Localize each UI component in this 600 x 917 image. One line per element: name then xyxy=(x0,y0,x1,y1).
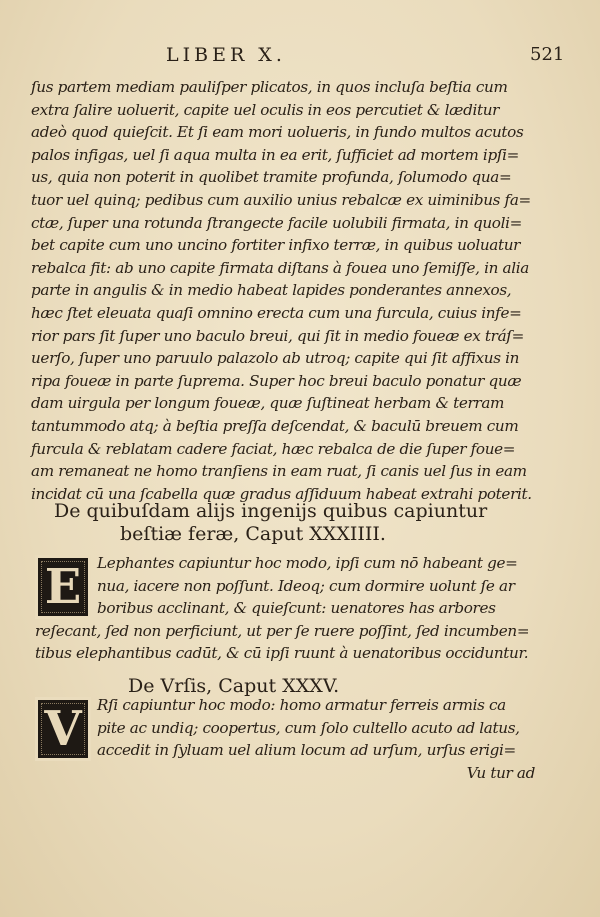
text-line: ripa foueæ in parte ſuprema. Super hoc breui baculo ponatur quæ xyxy=(31,371,522,390)
text-line: Rſi capiuntur hoc modo: homo armatur ferreis armis ca xyxy=(97,696,506,714)
text-line: tibus elephantibus cadūt, & cū ipſi ruunt à uenatoribus occiduntur. xyxy=(35,644,529,663)
elephant-paragraph xyxy=(35,552,555,665)
catchword: Vu tur ad xyxy=(466,763,535,782)
text-line: extra ſalire uoluerit, capite uel oculis in eos percutiet & læditur xyxy=(31,100,500,119)
text-line: accedit in ſyluam uel alium locum ad urſum, urſus erigi= xyxy=(97,741,516,760)
page-number: 521 xyxy=(530,44,565,65)
text-line: boribus acclinant, & quieſcunt: uenatores has arbores xyxy=(97,599,496,618)
text-line: adeò quod quieſcit. Et ſi eam mori uolueris, in fundo multos acutos xyxy=(31,123,524,142)
chapter-heading-34: De quibuſdam alijs ingenijs quibus capiuntur xyxy=(54,500,488,522)
initial-letter: V xyxy=(44,701,82,757)
text-line: rior pars ſit ſuper uno baculo breui, qui ſit in medio foueæ ex tráſ= xyxy=(31,326,524,345)
text-line: palos infigas, uel ſi aqua multa in ea erit, ſufficiet ad mortem ipſi= xyxy=(31,145,519,164)
initial-letter: E xyxy=(44,559,82,615)
running-title: LIBER X. xyxy=(166,44,286,66)
text-line: parte in angulis & in medio habeat lapides ponderantes annexos, xyxy=(31,281,512,300)
text-line: incidat cū una ſcabella quæ gradus aſſiduum habeat extrahi poterit. xyxy=(31,484,532,503)
text-line: ctæ, ſuper una rotunda ſtrangecte facile uolubili firmata, in quoli= xyxy=(31,213,522,232)
body-text xyxy=(31,76,561,505)
text-line: rebalca fit: ab uno capite firmata diſtans à fouea uno ſemiſſe, in alia xyxy=(31,258,529,277)
chapter-heading-35: De Vrſis, Caput XXXV. xyxy=(128,675,340,697)
text-line: furcula & reblatam cadere faciat, hæc rebalca de die ſuper foue= xyxy=(31,439,516,458)
text-line: us, quia non poterit in quolibet tramite profunda, ſolumodo qua= xyxy=(31,168,512,187)
text-line: tuor uel quinq; pedibus cum auxilio unius rebalcæ ex uiminibus fa= xyxy=(31,190,531,209)
bear-paragraph xyxy=(35,694,555,784)
text-line: ſus partem mediam pauliſper plicatos, in quos incluſa beſtia cum xyxy=(31,78,508,96)
text-line: am remaneat ne homo tranſiens in eam ruat, ſi canis uel ſus in eam xyxy=(31,462,527,481)
text-line: reſecant, ſed non perficiunt, ut per ſe ruere poſſint, ſed incumben= xyxy=(35,621,530,640)
text-line: tantummodo atq; à beſtia preſſa deſcendat, & baculū breuem cum xyxy=(31,416,519,435)
text-line: Lephantes capiuntur hoc modo, ipſi cum nō habeant ge= xyxy=(97,554,518,572)
text-line: hæc ſtet eleuata quaſi omnino erecta cum una furcula, cuius infe= xyxy=(31,303,522,322)
page-header xyxy=(0,44,600,70)
chapter-heading-34-line2: beſtiæ feræ, Caput XXXIIII. xyxy=(120,523,386,545)
text-line: pite ac undiq; coopertus, cum ſolo cultello acuto ad latus, xyxy=(97,718,520,737)
text-line: nua, iacere non poſſunt. Ideoq; cum dormire uolunt ſe ar xyxy=(97,576,515,595)
text-line: dam uirgula per longum foueæ, quæ ſuſtineat herbam & terram xyxy=(31,394,505,413)
text-line: uerſo, ſuper uno paruulo palazolo ab utroq; capite qui ſit affixus in xyxy=(31,349,520,368)
text-line: bet capite cum uno uncino fortiter infixo terræ, in quibus uoluatur xyxy=(31,236,521,255)
